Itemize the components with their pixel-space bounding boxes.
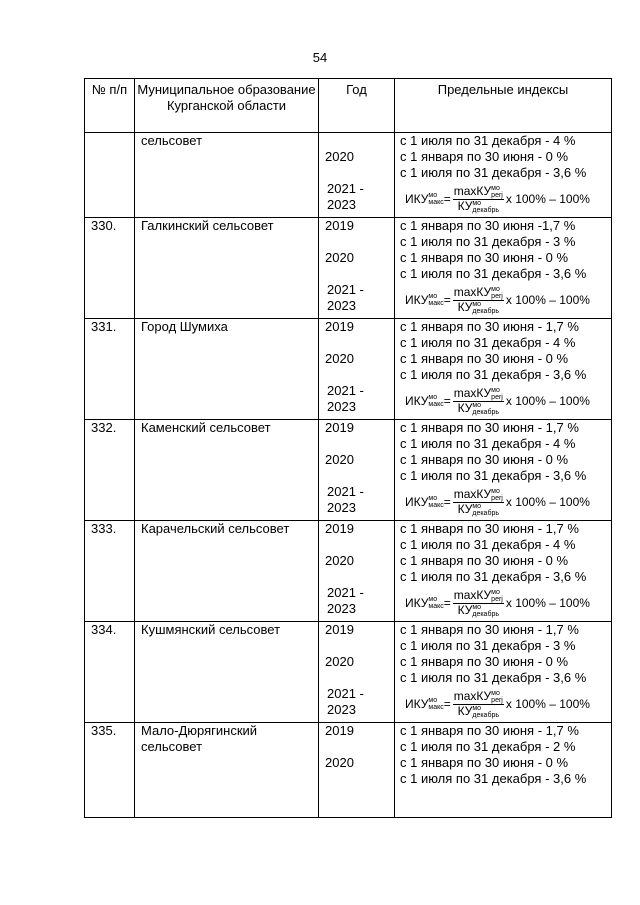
index-line: с 1 января по 30 июня - 1,7 % xyxy=(400,420,579,435)
index-line: с 1 января по 30 июня - 0 % xyxy=(400,654,569,669)
index-line: с 1 января по 30 июня - 0 % xyxy=(400,452,569,467)
year-2023: 2023 xyxy=(327,702,356,717)
index-line: с 1 июля по 31 декабря - 3,6 % xyxy=(400,367,587,382)
table-row xyxy=(85,521,612,622)
formula: ИКУ мо макс = maxКУ мо perj КУ мо декабрь x 100% – 100% xyxy=(405,385,590,416)
row-num: 333. xyxy=(85,521,135,622)
formula-lhs: ИКУ xyxy=(405,596,429,610)
index-line: с 1 июля по 31 декабря - 4 % xyxy=(400,335,576,350)
index-line: с 1 января по 30 июня - 0 % xyxy=(400,250,569,265)
year-2020: 2020 xyxy=(325,351,354,366)
year-2019: 2019 xyxy=(325,218,354,233)
index-line: с 1 июля по 31 декабря - 3 % xyxy=(400,638,576,653)
formula: ИКУ мо макс = maxКУ мо perj КУ мо декабрь x 100% – 100% xyxy=(405,688,590,719)
index-line: с 1 января по 30 июня - 1,7 % xyxy=(400,723,579,738)
indices-cell xyxy=(395,218,612,319)
formula: ИКУ мо макс = maxКУ мо perj КУ мо декабрь x 100% – 100% xyxy=(405,183,590,214)
index-line: с 1 июля по 31 декабря - 3 % xyxy=(400,234,576,249)
municipality-name-text: сельсовет xyxy=(141,133,203,148)
index-line: с 1 июля по 31 декабря - 3,6 % xyxy=(400,569,587,584)
year-cell xyxy=(319,723,395,818)
index-line: с 1 января по 30 июня -1,7 % xyxy=(400,218,576,233)
year-cell xyxy=(319,521,395,622)
year-2020: 2020 xyxy=(325,149,354,164)
index-line: с 1 июля по 31 декабря - 3,6 % xyxy=(400,266,587,281)
indices-cell xyxy=(395,521,612,622)
municipality-name: Галкинский сельсовет xyxy=(135,218,319,319)
municipality-name: Кушмянский сельсовет xyxy=(135,622,319,723)
index-line: с 1 января по 30 июня - 1,7 % xyxy=(400,521,579,536)
year-2021: 2021 - xyxy=(327,484,364,499)
table-row xyxy=(85,218,612,319)
year-2020: 2020 xyxy=(325,553,354,568)
municipality-name: Каменский сельсовет xyxy=(135,420,319,521)
table-row xyxy=(85,622,612,723)
year-cell xyxy=(319,622,395,723)
index-line: с 1 января по 30 июня - 0 % xyxy=(400,553,569,568)
indices-cell xyxy=(395,319,612,420)
year-2023: 2023 xyxy=(327,399,356,414)
municipality-name: Мало-Дюрягинский сельсовет xyxy=(135,723,319,818)
row-num: 331. xyxy=(85,319,135,420)
year-2023: 2023 xyxy=(327,500,356,515)
index-line: с 1 января по 30 июня - 0 % xyxy=(400,149,569,164)
formula-lhs: ИКУ xyxy=(405,293,429,307)
indices-cell xyxy=(395,622,612,723)
year-2023: 2023 xyxy=(327,298,356,313)
row-num: 332. xyxy=(85,420,135,521)
index-line: с 1 июля по 31 декабря - 3,6 % xyxy=(400,468,587,483)
year-2020: 2020 xyxy=(325,654,354,669)
year-2020: 2020 xyxy=(325,755,354,770)
formula: ИКУ мо макс = maxКУ мо perj КУ мо декабрь x 100% – 100% xyxy=(405,284,590,315)
formula-lhs: ИКУ xyxy=(405,495,429,509)
table-row xyxy=(85,723,612,818)
year-cell xyxy=(319,319,395,420)
index-line: с 1 июля по 31 декабря - 3,6 % xyxy=(400,771,587,786)
index-line: с 1 января по 30 июня - 0 % xyxy=(400,351,569,366)
year-2019: 2019 xyxy=(325,622,354,637)
header-municipality: Муниципальное образование Курганской области xyxy=(135,79,319,133)
row-num: 335. xyxy=(85,723,135,818)
year-2021: 2021 - xyxy=(327,282,364,297)
header-num: № п/п xyxy=(85,79,135,133)
row-num: 334. xyxy=(85,622,135,723)
year-2021: 2021 - xyxy=(327,585,364,600)
index-line: с 1 июля по 31 декабря - 3,6 % xyxy=(400,165,587,180)
year-2019: 2019 xyxy=(325,420,354,435)
year-2023: 2023 xyxy=(327,601,356,616)
index-line: с 1 июля по 31 декабря - 4 % xyxy=(400,133,576,148)
table-row xyxy=(85,420,612,521)
year-2019: 2019 xyxy=(325,319,354,334)
table-row xyxy=(85,319,612,420)
index-line: с 1 января по 30 июня - 0 % xyxy=(400,755,569,770)
table-header-row xyxy=(85,79,612,133)
year-2019: 2019 xyxy=(325,723,354,738)
formula-lhs: ИКУ xyxy=(405,394,429,408)
year-2020: 2020 xyxy=(325,250,354,265)
municipality-name: Город Шумиха xyxy=(135,319,319,420)
index-line: с 1 июля по 31 декабря - 3,6 % xyxy=(400,670,587,685)
formula: ИКУ мо макс = maxКУ мо perj КУ мо декабрь x 100% – 100% xyxy=(405,486,590,517)
year-cell xyxy=(319,133,395,218)
year-cell xyxy=(319,218,395,319)
year-2021: 2021 - xyxy=(327,383,364,398)
year-2021: 2021 - xyxy=(327,686,364,701)
table-row-continuation xyxy=(85,133,612,218)
year-2019: 2019 xyxy=(325,521,354,536)
indices-cell xyxy=(395,420,612,521)
row-num xyxy=(85,133,135,218)
formula: ИКУ мо макс = maxКУ мо perj КУ мо декабрь x 100% – 100% xyxy=(405,587,590,618)
year-cell xyxy=(319,420,395,521)
indices-cell xyxy=(395,133,612,218)
index-line: с 1 июля по 31 декабря - 4 % xyxy=(400,537,576,552)
row-num: 330. xyxy=(85,218,135,319)
index-line: с 1 июля по 31 декабря - 4 % xyxy=(400,436,576,451)
year-2020: 2020 xyxy=(325,452,354,467)
municipality-name: Карачельский сельсовет xyxy=(135,521,319,622)
index-line: с 1 июля по 31 декабря - 2 % xyxy=(400,739,576,754)
indices-cell xyxy=(395,723,612,818)
index-line: с 1 января по 30 июня - 1,7 % xyxy=(400,622,579,637)
formula-lhs: ИКУ xyxy=(405,192,429,206)
header-year: Год xyxy=(319,79,395,133)
index-line: с 1 января по 30 июня - 1,7 % xyxy=(400,319,579,334)
indices-table xyxy=(84,78,612,818)
header-indices: Предельные индексы xyxy=(395,79,612,133)
page-number: 54 xyxy=(312,50,328,65)
municipality-name xyxy=(135,133,319,218)
year-2023: 2023 xyxy=(327,197,356,212)
formula-lhs: ИКУ xyxy=(405,697,429,711)
year-2021: 2021 - xyxy=(327,181,364,196)
